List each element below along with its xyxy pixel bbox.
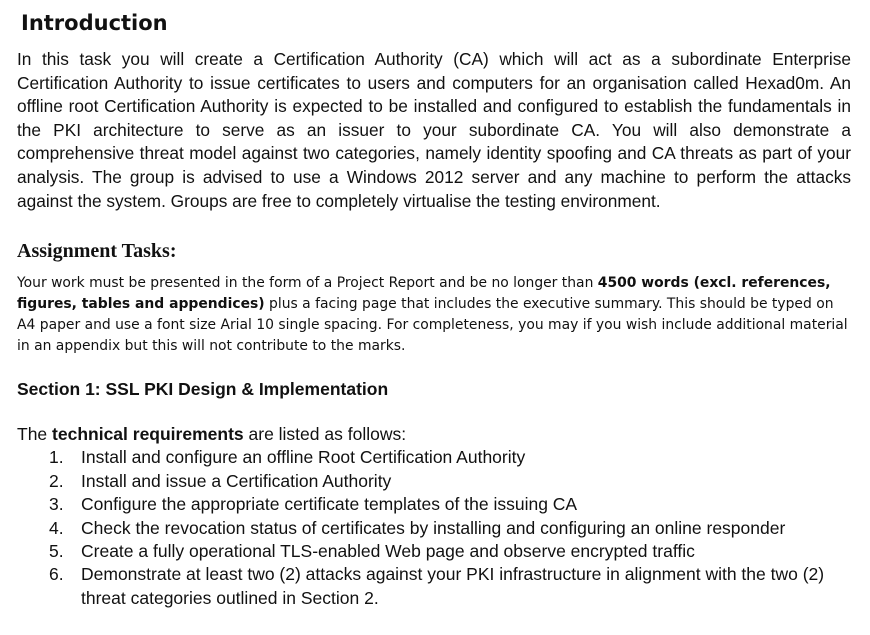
requirement-number: 2. [49, 470, 64, 491]
section-1-heading: Section 1: SSL PKI Design & Implementation [17, 379, 389, 400]
requirement-text: Demonstrate at least two (2) attacks against your PKI infrastructure in alignment with the two (2) threat categories outlined in Section 2. [81, 564, 825, 608]
requirement-item [17, 563, 851, 610]
requirement-number: 6. [49, 564, 64, 585]
requirement-number: 4. [49, 517, 64, 538]
requirements-intro-suffix: are listed as follows: [243, 424, 407, 445]
requirements-intro-prefix: The [17, 424, 53, 445]
requirement-item [17, 493, 851, 516]
assignment-text-after: plus a facing page that includes the executive summary. This should be typed on A4 paper and use a font size Arial 10 single spacing. For completeness, you may if you wish include additional material in an appendix but this will not contribute to the marks. [17, 295, 848, 354]
assignment-tasks-paragraph [17, 273, 851, 356]
requirement-text: Configure the appropriate certificate templates of the issuing CA [81, 494, 578, 515]
technical-requirements-bold: technical requirements [52, 424, 244, 445]
requirement-text: Check the revocation status of certificates by installing and configuring an online responder [81, 517, 786, 538]
requirement-number: 1. [49, 447, 64, 468]
requirement-item [17, 540, 851, 563]
requirement-item [17, 517, 851, 540]
introduction-heading: Introduction [21, 11, 168, 35]
requirement-text: Create a fully operational TLS-enabled Web page and observe encrypted traffic [81, 540, 695, 561]
word-limit-bold: 4500 words (excl. references, figures, tables and appendices) [17, 275, 831, 312]
requirements-list [17, 446, 851, 610]
requirements-intro [17, 422, 851, 446]
requirement-number: 5. [49, 540, 64, 561]
introduction-paragraph: In this task you will create a Certification Authority (CA) which will act as a subordinate Enterprise Certification Authority to issue certificates to users and computers for an organisation called Hexad0m. An offline root Certification Authority is expected to be installed and configured to establish the fundamentals in the PKI architecture to serve as an issuer to your subordinate CA. You will also demonstrate a comprehensive threat model against two categories, namely identity spoofing and CA threats as part of your analysis. The group is advised to use a Windows 2012 server and any machine to perform the attacks against the system. Groups are free to completely virtualise the testing environment. [17, 49, 851, 211]
requirement-text: Install and issue a Certification Authority [81, 470, 392, 491]
requirement-item [17, 470, 851, 493]
assignment-text-before: Your work must be presented in the form of a Project Report and be no longer than [17, 275, 598, 292]
requirement-item [17, 446, 851, 469]
assignment-tasks-heading: Assignment Tasks: [17, 240, 177, 263]
document-page [17, 8, 851, 610]
requirement-number: 3. [49, 494, 64, 515]
requirement-text: Install and configure an offline Root Certification Authority [81, 447, 526, 468]
